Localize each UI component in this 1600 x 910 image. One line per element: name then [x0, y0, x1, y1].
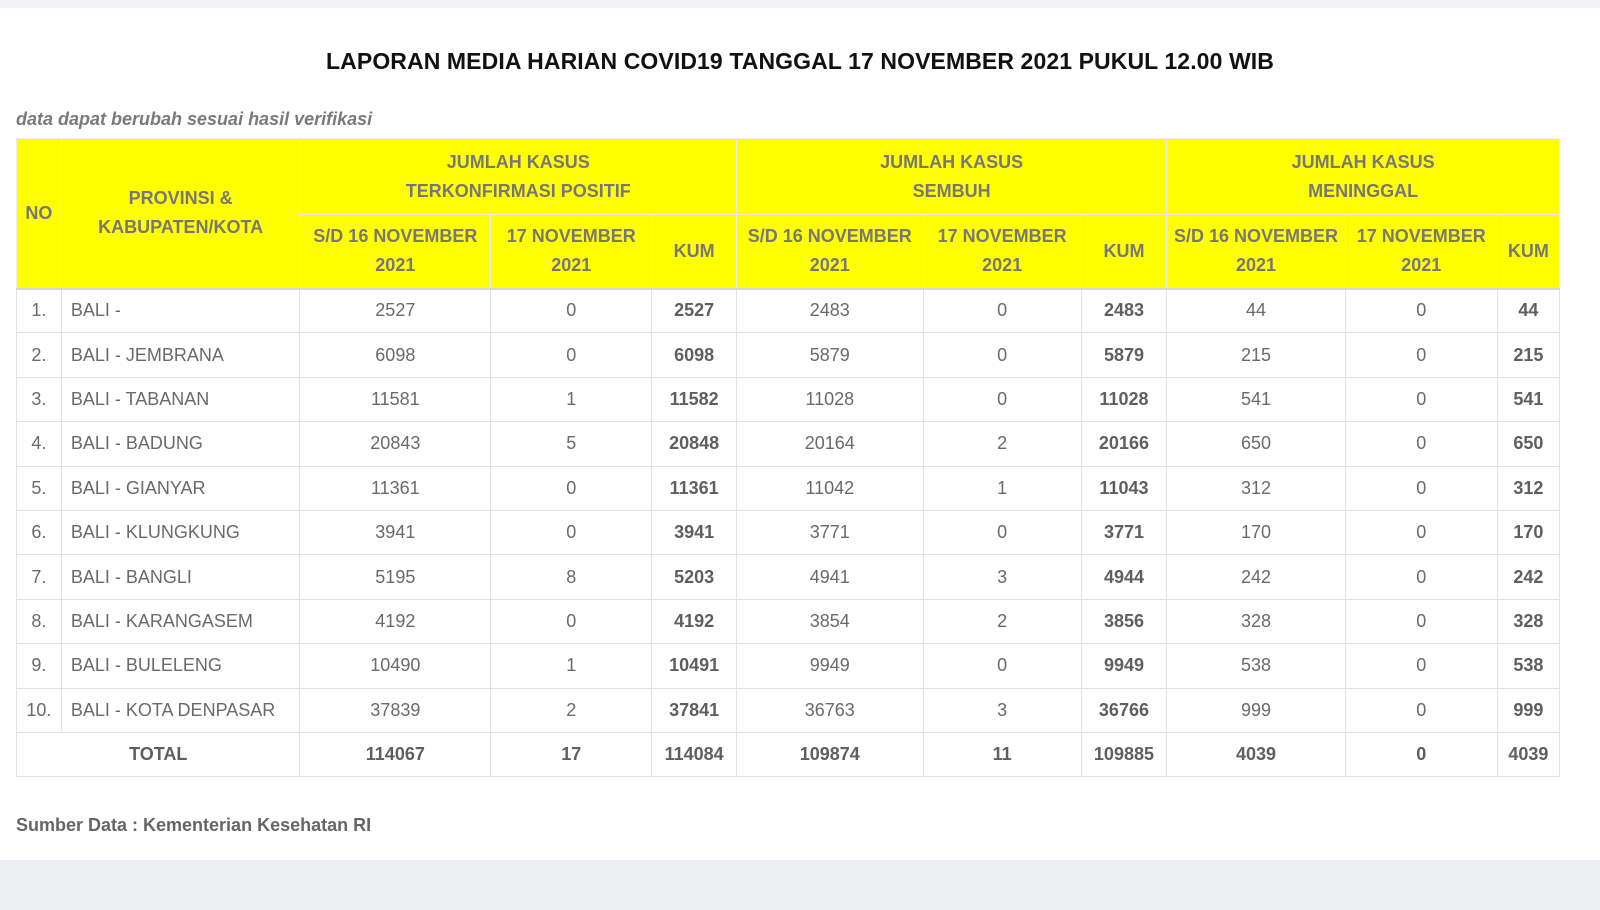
- row-confirmed-prev: 4192: [300, 599, 491, 643]
- row-no: 2.: [17, 333, 62, 377]
- row-recovered-today: 2: [923, 599, 1081, 643]
- row-confirmed-today: 0: [491, 289, 652, 333]
- verification-note: data dapat berubah sesuai hasil verifikasi: [16, 109, 373, 129]
- total-recovered-kum: 109885: [1081, 732, 1167, 776]
- row-no: 3.: [17, 377, 62, 421]
- table-row: [17, 466, 1560, 510]
- header-deceased-today: 17 NOVEMBER 2021: [1345, 215, 1497, 289]
- row-deceased-prev: 215: [1167, 333, 1345, 377]
- row-deceased-today: 0: [1345, 377, 1497, 421]
- row-confirmed-kum: 10491: [652, 644, 737, 688]
- row-confirmed-today: 1: [491, 377, 652, 421]
- row-recovered-kum: 11028: [1081, 377, 1167, 421]
- header-no: NO: [17, 139, 62, 289]
- table-row: [17, 555, 1560, 599]
- row-no: 5.: [17, 466, 62, 510]
- row-recovered-prev: 3854: [736, 599, 923, 643]
- table-row: [17, 644, 1560, 688]
- row-deceased-today: 0: [1345, 555, 1497, 599]
- row-deceased-prev: 999: [1167, 688, 1345, 732]
- header-recovered-kum: KUM: [1081, 215, 1167, 289]
- row-deceased-today: 0: [1345, 289, 1497, 333]
- total-deceased-prev: 4039: [1167, 732, 1345, 776]
- row-recovered-kum: 36766: [1081, 688, 1167, 732]
- row-province: BALI -: [61, 289, 300, 333]
- header-group-confirmed: JUMLAH KASUS TERKONFIRMASI POSITIF: [300, 139, 736, 215]
- row-recovered-prev: 11028: [736, 377, 923, 421]
- header-deceased-kum: KUM: [1497, 215, 1559, 289]
- row-recovered-prev: 11042: [736, 466, 923, 510]
- page-title: LAPORAN MEDIA HARIAN COVID19 TANGGAL 17 NOVEMBER 2021 PUKUL 12.00 WIB: [326, 48, 1274, 74]
- row-recovered-prev: 36763: [736, 688, 923, 732]
- row-recovered-today: 0: [923, 333, 1081, 377]
- row-confirmed-prev: 10490: [300, 644, 491, 688]
- row-recovered-kum: 20166: [1081, 422, 1167, 466]
- total-recovered-today: 11: [923, 732, 1081, 776]
- row-deceased-prev: 312: [1167, 466, 1345, 510]
- row-deceased-kum: 541: [1497, 377, 1559, 421]
- header-confirmed-kum: KUM: [652, 215, 737, 289]
- row-recovered-prev: 5879: [736, 333, 923, 377]
- total-label: TOTAL: [17, 732, 300, 776]
- row-deceased-today: 0: [1345, 599, 1497, 643]
- row-confirmed-today: 8: [491, 555, 652, 599]
- row-recovered-prev: 20164: [736, 422, 923, 466]
- row-province: BALI - BADUNG: [61, 422, 300, 466]
- row-province: BALI - JEMBRANA: [61, 333, 300, 377]
- row-recovered-today: 1: [923, 466, 1081, 510]
- row-deceased-prev: 541: [1167, 377, 1345, 421]
- row-deceased-kum: 538: [1497, 644, 1559, 688]
- bottom-band: [0, 860, 1600, 910]
- row-recovered-kum: 2483: [1081, 289, 1167, 333]
- row-confirmed-kum: 4192: [652, 599, 737, 643]
- row-deceased-today: 0: [1345, 422, 1497, 466]
- row-deceased-kum: 44: [1497, 289, 1559, 333]
- row-recovered-kum: 11043: [1081, 466, 1167, 510]
- row-no: 7.: [17, 555, 62, 599]
- top-strip: [0, 0, 1600, 8]
- row-province: BALI - TABANAN: [61, 377, 300, 421]
- covid-report-table: [16, 138, 1560, 777]
- header-confirmed-today: 17 NOVEMBER 2021: [491, 215, 652, 289]
- header-group-deceased: JUMLAH KASUS MENINGGAL: [1167, 139, 1560, 215]
- row-recovered-prev: 4941: [736, 555, 923, 599]
- table-row: [17, 377, 1560, 421]
- table-row: [17, 510, 1560, 554]
- row-province: BALI - BANGLI: [61, 555, 300, 599]
- row-province: BALI - KARANGASEM: [61, 599, 300, 643]
- row-recovered-prev: 2483: [736, 289, 923, 333]
- row-confirmed-today: 2: [491, 688, 652, 732]
- row-province: BALI - GIANYAR: [61, 466, 300, 510]
- total-confirmed-today: 17: [491, 732, 652, 776]
- row-deceased-kum: 328: [1497, 599, 1559, 643]
- row-deceased-kum: 242: [1497, 555, 1559, 599]
- row-deceased-kum: 650: [1497, 422, 1559, 466]
- row-confirmed-prev: 20843: [300, 422, 491, 466]
- row-deceased-kum: 170: [1497, 510, 1559, 554]
- header-province: PROVINSI & KABUPATEN/KOTA: [61, 139, 300, 289]
- row-no: 1.: [17, 289, 62, 333]
- row-confirmed-kum: 2527: [652, 289, 737, 333]
- row-deceased-prev: 242: [1167, 555, 1345, 599]
- total-deceased-kum: 4039: [1497, 732, 1559, 776]
- row-confirmed-kum: 5203: [652, 555, 737, 599]
- row-confirmed-prev: 11361: [300, 466, 491, 510]
- row-province: BALI - KOTA DENPASAR: [61, 688, 300, 732]
- row-recovered-today: 3: [923, 555, 1081, 599]
- header-group-row: [17, 139, 1560, 215]
- total-deceased-today: 0: [1345, 732, 1497, 776]
- row-deceased-kum: 215: [1497, 333, 1559, 377]
- row-confirmed-prev: 6098: [300, 333, 491, 377]
- row-deceased-prev: 170: [1167, 510, 1345, 554]
- table-row: [17, 289, 1560, 333]
- row-confirmed-today: 5: [491, 422, 652, 466]
- row-deceased-kum: 999: [1497, 688, 1559, 732]
- row-no: 10.: [17, 688, 62, 732]
- row-confirmed-today: 0: [491, 466, 652, 510]
- total-recovered-prev: 109874: [736, 732, 923, 776]
- row-recovered-kum: 9949: [1081, 644, 1167, 688]
- row-recovered-kum: 3856: [1081, 599, 1167, 643]
- table-row: [17, 333, 1560, 377]
- row-confirmed-today: 0: [491, 599, 652, 643]
- table-row: [17, 688, 1560, 732]
- header-recovered-prev: S/D 16 NOVEMBER 2021: [736, 215, 923, 289]
- row-no: 9.: [17, 644, 62, 688]
- row-confirmed-today: 0: [491, 333, 652, 377]
- row-recovered-today: 0: [923, 289, 1081, 333]
- row-confirmed-prev: 2527: [300, 289, 491, 333]
- row-confirmed-prev: 37839: [300, 688, 491, 732]
- row-recovered-today: 0: [923, 644, 1081, 688]
- row-confirmed-kum: 11582: [652, 377, 737, 421]
- row-deceased-prev: 44: [1167, 289, 1345, 333]
- row-confirmed-kum: 6098: [652, 333, 737, 377]
- row-confirmed-prev: 3941: [300, 510, 491, 554]
- total-row: [17, 732, 1560, 776]
- row-deceased-prev: 650: [1167, 422, 1345, 466]
- table-row: [17, 422, 1560, 466]
- header-deceased-prev: S/D 16 NOVEMBER 2021: [1167, 215, 1345, 289]
- row-confirmed-today: 1: [491, 644, 652, 688]
- row-recovered-kum: 4944: [1081, 555, 1167, 599]
- row-deceased-today: 0: [1345, 466, 1497, 510]
- row-recovered-today: 0: [923, 377, 1081, 421]
- row-confirmed-kum: 37841: [652, 688, 737, 732]
- header-group-recovered: JUMLAH KASUS SEMBUH: [736, 139, 1166, 215]
- row-recovered-prev: 9949: [736, 644, 923, 688]
- data-source: Sumber Data : Kementerian Kesehatan RI: [16, 815, 372, 835]
- row-recovered-prev: 3771: [736, 510, 923, 554]
- row-confirmed-prev: 11581: [300, 377, 491, 421]
- row-province: BALI - KLUNGKUNG: [61, 510, 300, 554]
- row-confirmed-prev: 5195: [300, 555, 491, 599]
- row-no: 4.: [17, 422, 62, 466]
- total-confirmed-kum: 114084: [652, 732, 737, 776]
- row-no: 8.: [17, 599, 62, 643]
- table-row: [17, 599, 1560, 643]
- table-body: [17, 289, 1560, 777]
- row-deceased-today: 0: [1345, 644, 1497, 688]
- row-recovered-kum: 3771: [1081, 510, 1167, 554]
- row-recovered-today: 2: [923, 422, 1081, 466]
- row-deceased-today: 0: [1345, 688, 1497, 732]
- row-recovered-kum: 5879: [1081, 333, 1167, 377]
- row-confirmed-kum: 11361: [652, 466, 737, 510]
- row-confirmed-today: 0: [491, 510, 652, 554]
- total-confirmed-prev: 114067: [300, 732, 491, 776]
- row-deceased-today: 0: [1345, 510, 1497, 554]
- row-deceased-kum: 312: [1497, 466, 1559, 510]
- row-deceased-today: 0: [1345, 333, 1497, 377]
- row-recovered-today: 0: [923, 510, 1081, 554]
- header-confirmed-prev: S/D 16 NOVEMBER 2021: [300, 215, 491, 289]
- row-province: BALI - BULELENG: [61, 644, 300, 688]
- row-confirmed-kum: 3941: [652, 510, 737, 554]
- row-recovered-today: 3: [923, 688, 1081, 732]
- row-deceased-prev: 538: [1167, 644, 1345, 688]
- header-recovered-today: 17 NOVEMBER 2021: [923, 215, 1081, 289]
- row-no: 6.: [17, 510, 62, 554]
- row-deceased-prev: 328: [1167, 599, 1345, 643]
- row-confirmed-kum: 20848: [652, 422, 737, 466]
